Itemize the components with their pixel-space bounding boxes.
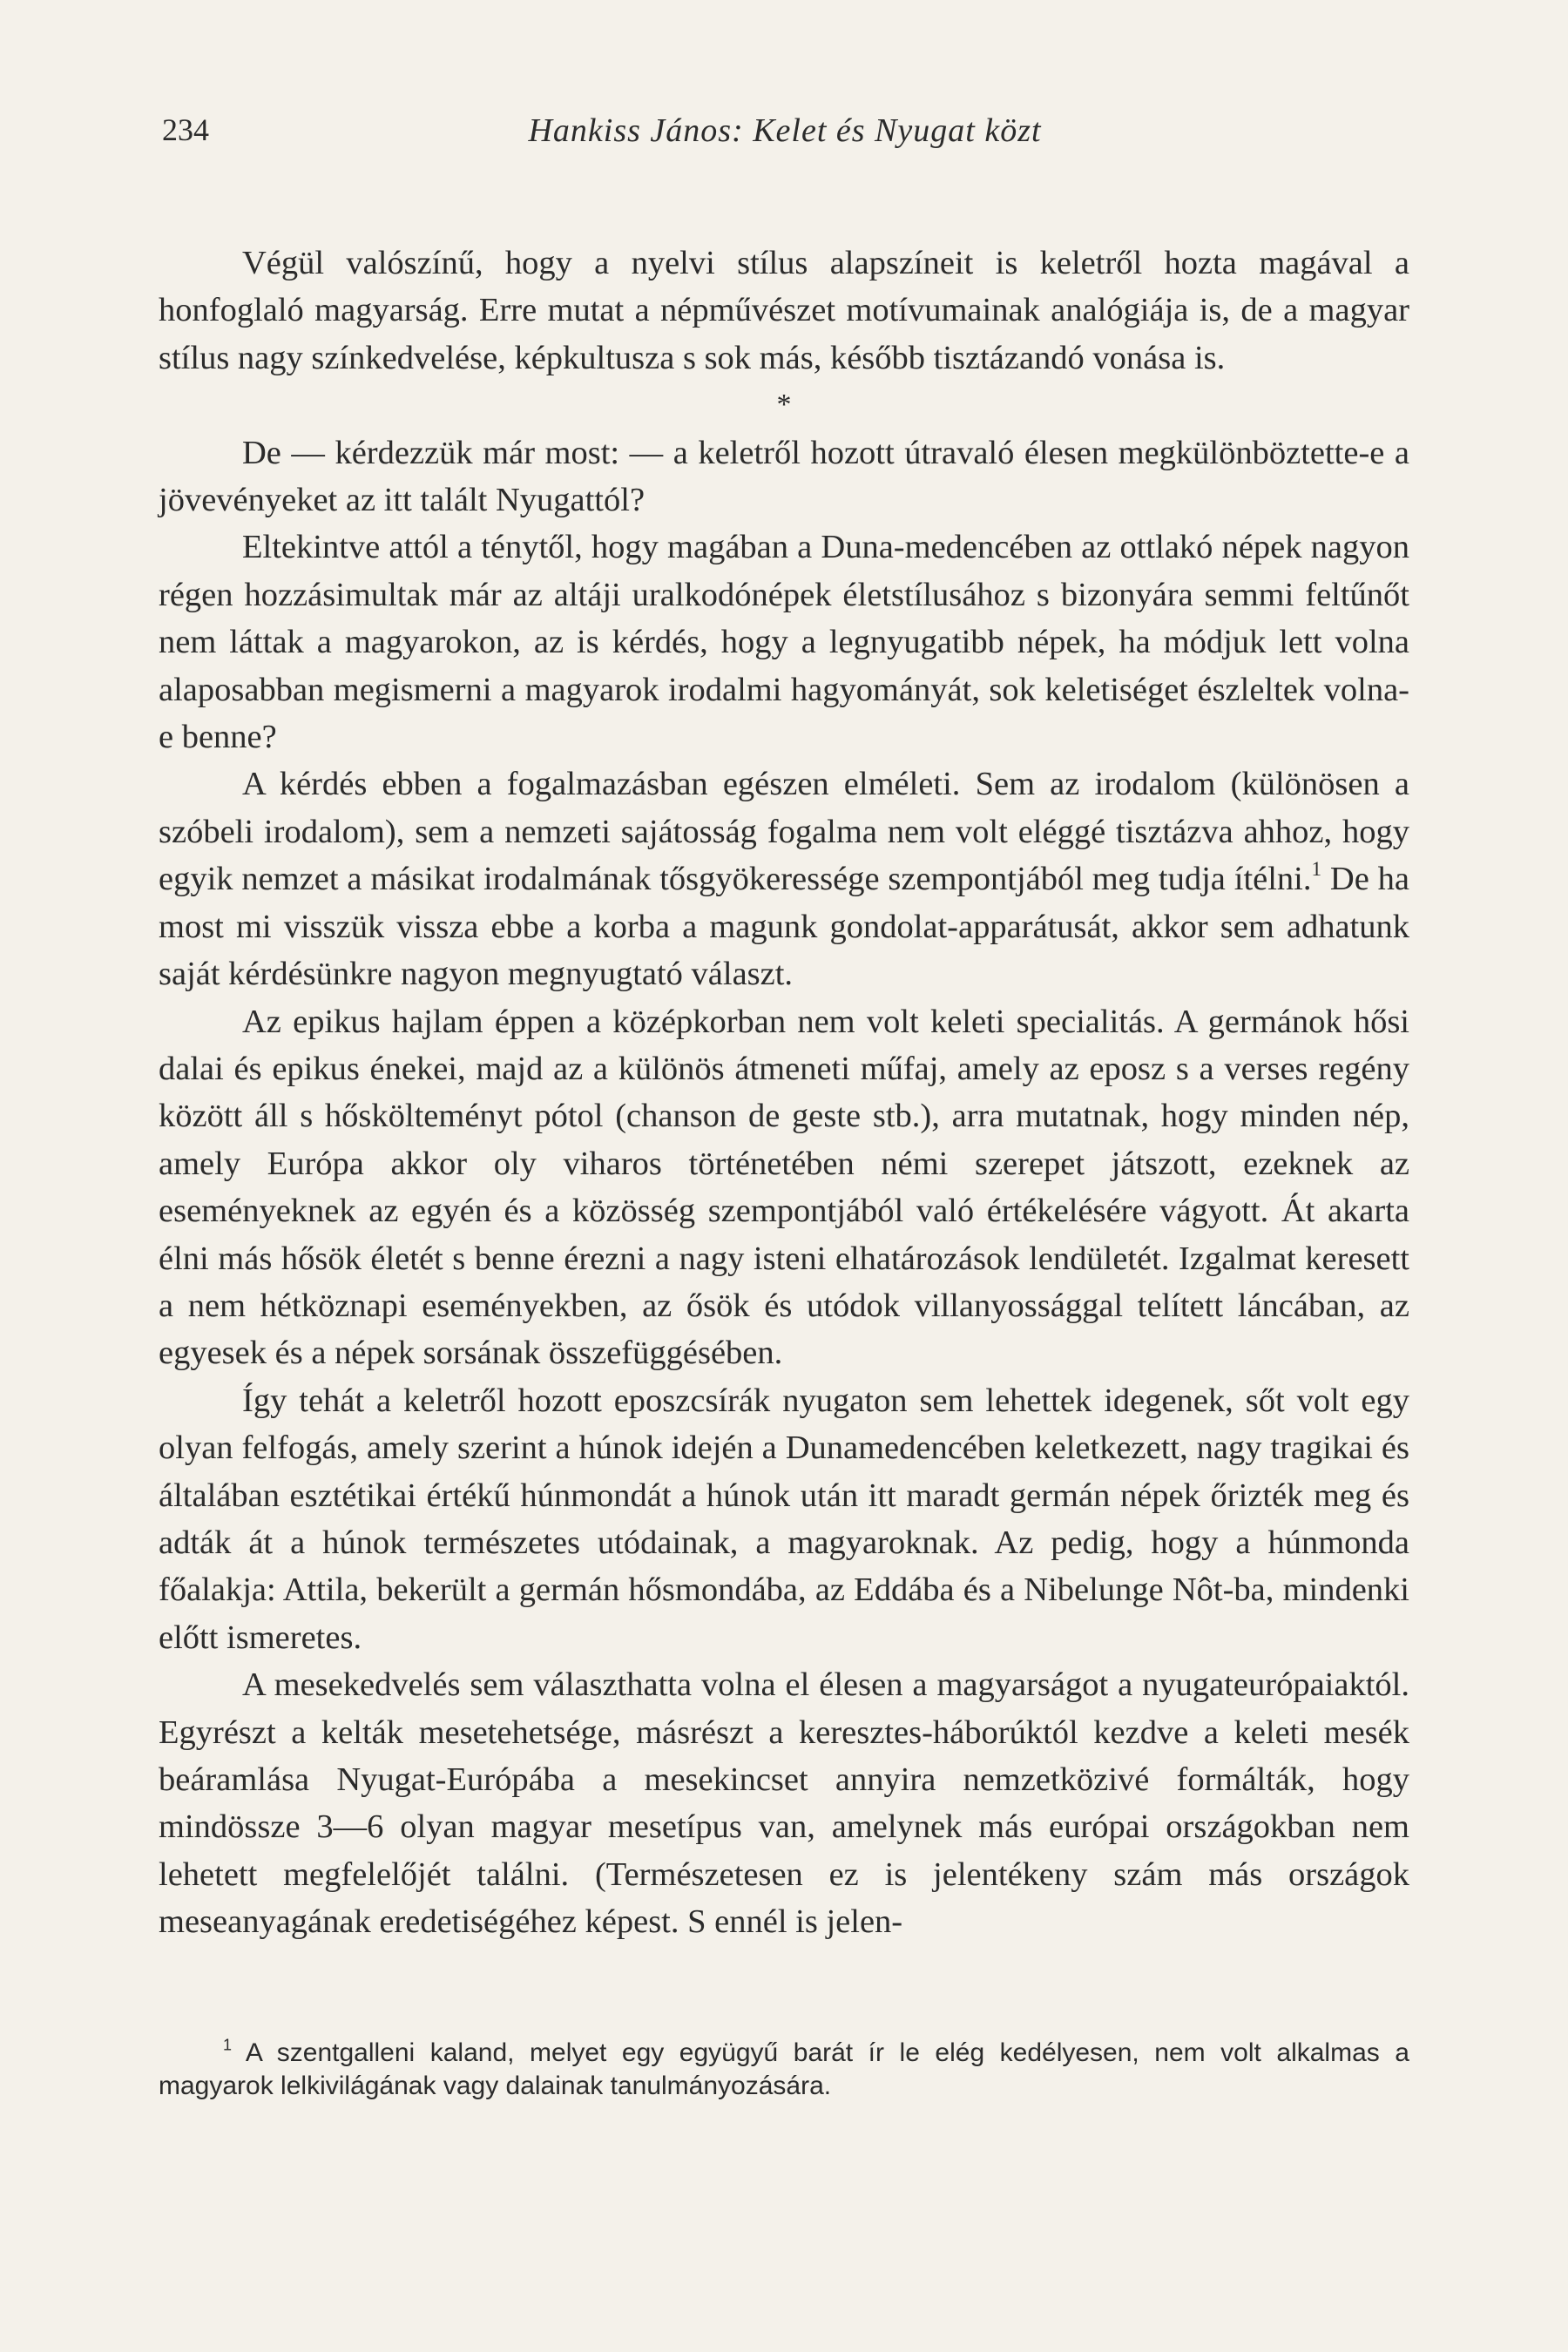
paragraph-4 xyxy=(159,760,1409,997)
paragraph-3: Eltekintve attól a ténytől, hogy magában a Duna-medencében az ottlakó népek nagyon régen hozzásimultak már az altáji uralkodónépek életstílusához s bizonyára semmi feltűnőt nem láttak a magyarokon, az is kérdés, hogy a legnyugatibb népek, ha módjuk lett volna alaposabban megismerni a magyarok irodalmi hagyományát, sok keletiséget észleltek volna-e benne? xyxy=(159,529,1409,756)
page-number: 234 xyxy=(162,112,209,147)
footnotes xyxy=(159,2037,1409,2103)
section-separator: * xyxy=(776,389,792,422)
footnote-marker-1: 1 xyxy=(223,2036,233,2054)
footnote-reference-1[interactable]: 1 xyxy=(1311,857,1322,881)
paragraph-4-text-b: De ha most mi visszük vissza ebbe a korba a magunk gondolat-apparátusát, akkor sem adhatunk saját kérdésünkre nagyon megnyugtató választ. xyxy=(159,861,1409,993)
running-head: Hankiss János: Kelet és Nyugat közt xyxy=(528,112,1042,149)
paragraph-2: De — kérdezzük már most: — a keletről hozott útravaló élesen megkülönböztette-e a jövevényeket az itt talált Nyugattól? xyxy=(159,434,1409,519)
footnote-1 xyxy=(159,2037,1409,2103)
footnote-1-text: A szentgalleni kaland, melyet egy együgyű barát ír le elég kedélyesen, nem volt alkalmas a magyarok lelkivilágának vagy dalainak tanulmányozására. xyxy=(159,2038,1409,2100)
body-text xyxy=(159,240,1409,1946)
page-header xyxy=(162,112,1408,164)
paragraph-5: Az epikus hajlam éppen a középkorban nem volt keleti specialitás. A germánok hősi dalai és epikus énekei, majd az a különös átmeneti műfaj, amely az eposz s a verses regény között áll s hőskölteményt pótol (chanson de geste stb.), arra mutatnak, hogy minden nép, amely Európa akkor oly viharos történetében némi szerepet játszott, ezeknek az eseményeknek az egyén és a közösség szempontjából való értékelésére vágyott. Át akarta élni más hősök életét s benne érezni a nagy isteni elhatározások lendületét. Izgalmat keresett a nem hétköznapi eseményekben, az ősök és utódok villanyossággal telített láncában, az egyesek és a népek sorsának összefüggésében. xyxy=(159,1003,1409,1372)
paragraph-1: Végül valószínű, hogy a nyelvi stílus alapszíneit is keletről hozta magával a honfoglaló magyarság. Erre mutat a népművészet motívumainak analógiája is, de a magyar stílus nagy színkedvelése, képkultusza s sok más, később tisztázandó vonása is. xyxy=(159,245,1409,376)
paragraph-7: A mesekedvelés sem választhatta volna el élesen a magyarságot a nyugateurópaiaktól. Egyrészt a kelták mesetehetsége, másrészt a keresztes-háborúktól kezdve a keleti mesék beáramlása Nyugat-Európába a mesekincset annyira nemzetközivé formálták, hogy mindössze 3—6 olyan magyar mesetípus van, amelynek más európai országokban nem lehetett megfelelőjét találni. (Természetesen ez is jelentékeny szám más országok meseanyagának eredetiségéhez képest. S ennél is jelen- xyxy=(159,1666,1409,1941)
paragraph-4-text-a: A kérdés ebben a fogalmazásban egészen elméleti. Sem az irodalom (különösen a szóbeli irodalom), sem a nemzeti sajátosság fogalma nem volt eléggé tisztázva ahhoz, hogy egyik nemzet a másikat irodalmának tősgyökeressége szempontjából meg tudja ítélni. xyxy=(159,766,1409,898)
paragraph-6: Így tehát a keletről hozott eposzcsírák nyugaton sem lehettek idegenek, sőt volt egy olyan felfogás, amely szerint a húnok idején a Dunamedencében keletkezett, nagy tragikai és általában esztétikai értékű húnmondát a húnok után itt maradt germán népek őrizték meg és adták át a húnok természetes utódainak, a magyaroknak. Az pedig, hogy a húnmonda főalakja: Attila, bekerült a germán hősmondába, az Eddába és a Nibelunge Nôt-ba, mindenki előtt ismeretes. xyxy=(159,1382,1409,1656)
